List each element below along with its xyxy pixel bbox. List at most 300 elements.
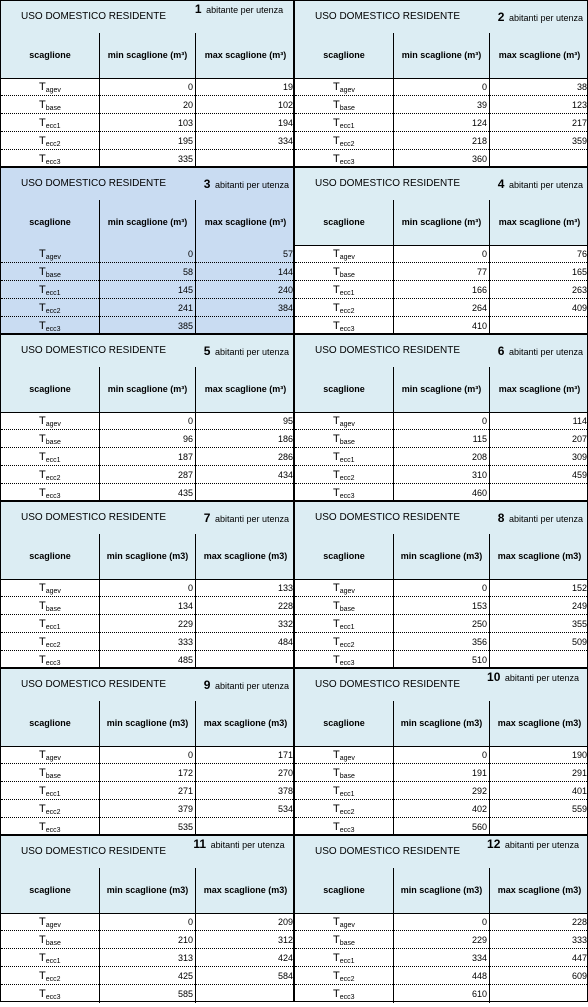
tier-letter: T — [39, 970, 46, 982]
table-row — [295, 299, 587, 317]
tier-subscript: agev — [45, 87, 61, 94]
tier-subscript: base — [45, 606, 61, 613]
table-row — [1, 245, 293, 263]
tier-subscript: ecc1 — [339, 123, 355, 130]
tier-subscript: base — [339, 940, 355, 947]
table-row — [1, 597, 293, 615]
occupants-suffix: abitanti per utenza — [508, 514, 583, 524]
tier-letter: T — [39, 952, 46, 964]
tier-letter: T — [39, 469, 46, 481]
occupants-count: 10 — [487, 670, 501, 684]
occupants-count: 1 — [194, 2, 202, 16]
max-value — [490, 818, 588, 836]
tier-letter: T — [333, 117, 340, 129]
header-scaglione: scaglione — [295, 367, 394, 412]
table-pair — [0, 334, 588, 501]
table-body — [295, 412, 587, 500]
table-body — [295, 746, 587, 834]
tier-subscript: ecc3 — [339, 493, 355, 500]
tier-letter: T — [333, 934, 340, 946]
max-value: 559 — [571, 804, 587, 814]
tier-subscript: ecc1 — [339, 958, 355, 965]
tier-label — [295, 114, 394, 132]
table-row — [295, 949, 587, 967]
tier-label — [295, 317, 394, 335]
tier-label — [295, 412, 394, 430]
occupants-suffix: abitanti per utenza — [214, 681, 289, 691]
table-row — [1, 114, 293, 132]
tier-label — [295, 281, 394, 299]
table-row — [295, 484, 587, 502]
table-row — [295, 448, 587, 466]
table-row — [1, 633, 293, 651]
table-title: USO DOMESTICO RESIDENTE — [315, 178, 461, 189]
min-value: 96 — [100, 430, 196, 448]
min-value: 20 — [100, 96, 196, 114]
occupants-count: 2 — [497, 10, 505, 24]
min-value: 250 — [394, 615, 490, 633]
table-row — [295, 782, 587, 800]
table-title: USO DOMESTICO RESIDENTE — [21, 846, 167, 857]
table-pair — [0, 835, 588, 1002]
tier-subscript: ecc1 — [339, 624, 355, 631]
table-title-row — [1, 669, 293, 702]
tier-letter: T — [333, 916, 340, 928]
max-value: 286 — [277, 452, 293, 462]
tariff-table-t11 — [0, 835, 294, 1002]
min-value: 402 — [394, 800, 490, 818]
tier-letter: T — [39, 153, 46, 165]
tier-letter: T — [333, 302, 340, 314]
table-row — [1, 484, 293, 502]
tier-label — [295, 263, 394, 281]
table-title-row — [1, 836, 293, 869]
tier-letter: T — [39, 415, 46, 427]
table-title-row — [295, 335, 587, 368]
header-scaglione: scaglione — [1, 868, 100, 913]
tier-letter: T — [333, 767, 340, 779]
min-value: 379 — [100, 800, 196, 818]
tier-label — [295, 597, 394, 615]
tier-label — [1, 430, 100, 448]
header-max: max scaglione (m3) — [497, 718, 582, 728]
occupants-label — [483, 672, 583, 684]
table-body — [1, 78, 293, 166]
min-value: 448 — [394, 967, 490, 985]
max-value: 263 — [571, 285, 587, 295]
min-value: 485 — [100, 651, 196, 669]
tier-letter: T — [39, 99, 46, 111]
tier-label — [1, 651, 100, 669]
tier-label — [295, 746, 394, 764]
tier-subscript: base — [339, 439, 355, 446]
max-value — [490, 651, 588, 669]
occupants-count: 8 — [497, 511, 505, 525]
occupants-label — [483, 839, 583, 851]
table-row — [1, 96, 293, 114]
table-row — [295, 412, 587, 430]
table-title: USO DOMESTICO RESIDENTE — [315, 11, 461, 22]
table-row — [295, 114, 587, 132]
table-row — [1, 132, 293, 150]
tier-letter: T — [39, 654, 46, 666]
max-value: 133 — [277, 583, 293, 593]
max-value: 38 — [576, 82, 587, 92]
table-row — [295, 78, 587, 96]
max-value: 152 — [571, 583, 587, 593]
occupants-label — [498, 179, 583, 191]
min-value: 218 — [394, 132, 490, 150]
min-value: 195 — [100, 132, 196, 150]
table-row — [295, 430, 587, 448]
table-row — [1, 317, 293, 335]
occupants-count: 3 — [203, 177, 211, 191]
table-row — [295, 764, 587, 782]
tier-subscript: agev — [45, 588, 61, 595]
tier-letter: T — [39, 600, 46, 612]
tier-letter: T — [333, 99, 340, 111]
tier-label — [295, 579, 394, 597]
table-title-row — [295, 1, 587, 34]
occupants-count: 9 — [203, 678, 211, 692]
min-value: 333 — [100, 633, 196, 651]
table-row — [1, 800, 293, 818]
table-row — [1, 412, 293, 430]
tier-subscript: base — [339, 606, 355, 613]
header-max: max scaglione (m³) — [204, 217, 287, 227]
tier-letter: T — [333, 153, 340, 165]
tier-letter: T — [333, 487, 340, 499]
tier-label — [295, 132, 394, 150]
tier-subscript: base — [45, 773, 61, 780]
max-value: 401 — [571, 786, 587, 796]
header-scaglione: scaglione — [295, 200, 394, 245]
tier-letter: T — [39, 117, 46, 129]
table-row — [1, 78, 293, 96]
occupants-suffix: abitanti per utenza — [504, 840, 579, 850]
max-value: 332 — [277, 619, 293, 629]
table-title-row — [1, 1, 293, 34]
tier-letter: T — [39, 916, 46, 928]
max-value: 312 — [277, 935, 293, 945]
min-value: 0 — [394, 412, 490, 430]
table-row — [1, 651, 293, 669]
tier-label — [295, 150, 394, 168]
column-header-row — [295, 200, 587, 246]
min-value: 335 — [100, 150, 196, 168]
tier-label — [295, 800, 394, 818]
tier-label — [1, 949, 100, 967]
max-value: 378 — [277, 786, 293, 796]
tier-letter: T — [333, 618, 340, 630]
header-max: max scaglione (m3) — [203, 885, 288, 895]
tier-letter: T — [333, 582, 340, 594]
min-value: 0 — [100, 579, 196, 597]
tier-label — [1, 764, 100, 782]
header-min: min scaglione (m³) — [100, 33, 196, 78]
header-min: min scaglione (m3) — [100, 701, 196, 746]
tariff-table-t12 — [294, 835, 588, 1002]
tier-label — [295, 985, 394, 1003]
tier-subscript: ecc2 — [339, 308, 355, 315]
min-value: 271 — [100, 782, 196, 800]
tier-label — [1, 800, 100, 818]
max-value: 76 — [576, 249, 587, 259]
tier-letter: T — [39, 785, 46, 797]
occupants-suffix: abitanti per utenza — [214, 347, 289, 357]
column-header-row — [295, 33, 587, 79]
table-title: USO DOMESTICO RESIDENTE — [21, 512, 167, 523]
max-value: 186 — [277, 434, 293, 444]
min-value: 145 — [100, 281, 196, 299]
max-value: 228 — [571, 917, 587, 927]
tier-label — [1, 466, 100, 484]
header-max: max scaglione (m³) — [204, 384, 287, 394]
tier-letter: T — [39, 135, 46, 147]
min-value: 410 — [394, 317, 490, 335]
tier-letter: T — [39, 266, 46, 278]
max-value: 384 — [277, 303, 293, 313]
tier-label — [295, 245, 394, 263]
tier-letter: T — [333, 469, 340, 481]
table-row — [1, 931, 293, 949]
header-scaglione: scaglione — [1, 367, 100, 412]
tier-subscript: base — [339, 272, 355, 279]
table-row — [1, 579, 293, 597]
table-title: USO DOMESTICO RESIDENTE — [21, 11, 167, 22]
max-value: 228 — [277, 601, 293, 611]
header-scaglione: scaglione — [295, 33, 394, 78]
column-header-row — [1, 367, 293, 413]
tier-letter: T — [333, 248, 340, 260]
tier-subscript: agev — [339, 755, 355, 762]
tier-label — [295, 96, 394, 114]
tier-label — [295, 782, 394, 800]
tariff-table-t10 — [294, 668, 588, 835]
tier-letter: T — [333, 952, 340, 964]
header-scaglione: scaglione — [1, 534, 100, 579]
tier-letter: T — [333, 81, 340, 93]
tier-letter: T — [39, 803, 46, 815]
tier-subscript: ecc2 — [45, 976, 61, 983]
table-row — [295, 281, 587, 299]
tier-letter: T — [39, 487, 46, 499]
header-max: max scaglione (m3) — [497, 885, 582, 895]
tier-letter: T — [333, 600, 340, 612]
table-pair — [0, 0, 588, 167]
occupants-label — [189, 4, 289, 16]
header-min: min scaglione (m³) — [100, 200, 196, 245]
table-row — [1, 746, 293, 764]
tier-label — [295, 967, 394, 985]
max-value: 484 — [277, 637, 293, 647]
min-value: 0 — [394, 746, 490, 764]
table-title: USO DOMESTICO RESIDENTE — [21, 345, 167, 356]
min-value: 0 — [100, 412, 196, 430]
tier-label — [1, 132, 100, 150]
tier-subscript: base — [45, 272, 61, 279]
tier-letter: T — [39, 284, 46, 296]
min-value: 124 — [394, 114, 490, 132]
tier-subscript: ecc1 — [45, 457, 61, 464]
min-value: 77 — [394, 263, 490, 281]
min-value: 166 — [394, 281, 490, 299]
min-value: 287 — [100, 466, 196, 484]
tier-label — [1, 985, 100, 1003]
tier-letter: T — [39, 767, 46, 779]
table-title: USO DOMESTICO RESIDENTE — [21, 679, 167, 690]
tier-subscript: ecc1 — [45, 290, 61, 297]
header-min: min scaglione (m³) — [394, 33, 490, 78]
max-value: 359 — [571, 136, 587, 146]
column-header-row — [295, 534, 587, 580]
min-value: 460 — [394, 484, 490, 502]
occupants-suffix: abitanti per utenza — [214, 514, 289, 524]
max-value — [490, 150, 588, 168]
tier-label — [1, 114, 100, 132]
tier-subscript: ecc1 — [339, 791, 355, 798]
tier-label — [1, 931, 100, 949]
occupants-suffix: abitanti per utenza — [508, 180, 583, 190]
max-value: 144 — [277, 267, 293, 277]
table-title: USO DOMESTICO RESIDENTE — [21, 178, 167, 189]
max-value: 209 — [277, 917, 293, 927]
table-body — [1, 579, 293, 667]
tier-subscript: ecc3 — [45, 994, 61, 1001]
tier-label — [1, 317, 100, 335]
table-row — [295, 633, 587, 651]
max-value: 355 — [571, 619, 587, 629]
max-value — [196, 651, 295, 669]
column-header-row — [1, 534, 293, 580]
tier-label — [1, 150, 100, 168]
max-value — [196, 985, 295, 1003]
table-row — [1, 985, 293, 1003]
max-value: 249 — [571, 601, 587, 611]
tier-letter: T — [333, 821, 340, 833]
table-row — [295, 317, 587, 335]
max-value: 190 — [571, 750, 587, 760]
tariff-table-t4 — [294, 167, 588, 334]
max-value: 409 — [571, 303, 587, 313]
tier-subscript: base — [45, 940, 61, 947]
tariff-table-t6 — [294, 334, 588, 501]
max-value: 424 — [277, 953, 293, 963]
tier-subscript: ecc2 — [339, 642, 355, 649]
tier-label — [295, 931, 394, 949]
min-value: 115 — [394, 430, 490, 448]
tariff-table-t2 — [294, 0, 588, 167]
max-value: 217 — [571, 118, 587, 128]
table-title-row — [1, 502, 293, 535]
tier-label — [1, 412, 100, 430]
min-value: 310 — [394, 466, 490, 484]
tariff-table-t1 — [0, 0, 294, 167]
occupants-suffix: abitanti per utenza — [508, 347, 583, 357]
min-value: 0 — [394, 78, 490, 96]
tier-letter: T — [333, 451, 340, 463]
table-row — [295, 597, 587, 615]
occupants-suffix: abitanti per utenza — [214, 180, 289, 190]
table-title-row — [1, 168, 293, 201]
table-title: USO DOMESTICO RESIDENTE — [315, 846, 461, 857]
tier-letter: T — [39, 582, 46, 594]
min-value: 264 — [394, 299, 490, 317]
tier-letter: T — [39, 248, 46, 260]
tier-label — [295, 949, 394, 967]
header-max: max scaglione (m3) — [203, 551, 288, 561]
tier-label — [1, 299, 100, 317]
header-scaglione: scaglione — [1, 33, 100, 78]
tier-subscript: ecc1 — [339, 290, 355, 297]
tier-label — [295, 484, 394, 502]
max-value: 207 — [571, 434, 587, 444]
tier-label — [1, 448, 100, 466]
tier-subscript: agev — [45, 254, 61, 261]
tier-subscript: ecc3 — [339, 326, 355, 333]
table-row — [295, 967, 587, 985]
min-value: 510 — [394, 651, 490, 669]
tier-label — [295, 430, 394, 448]
table-row — [295, 800, 587, 818]
tier-label — [295, 764, 394, 782]
min-value: 610 — [394, 985, 490, 1003]
tier-subscript: ecc2 — [45, 308, 61, 315]
tier-subscript: ecc3 — [339, 660, 355, 667]
min-value: 585 — [100, 985, 196, 1003]
tier-label — [1, 746, 100, 764]
table-title-row — [295, 669, 587, 702]
occupants-suffix: abitanti per utenza — [504, 673, 579, 683]
tier-subscript: ecc2 — [339, 809, 355, 816]
table-body — [295, 913, 587, 1001]
tier-subscript: ecc2 — [339, 141, 355, 148]
max-value — [490, 985, 588, 1003]
occupants-count: 11 — [193, 837, 207, 851]
tier-letter: T — [333, 266, 340, 278]
table-row — [1, 818, 293, 836]
table-row — [1, 299, 293, 317]
min-value: 292 — [394, 782, 490, 800]
min-value: 134 — [100, 597, 196, 615]
occupants-label — [204, 179, 289, 191]
max-value: 171 — [277, 750, 293, 760]
column-header-row — [1, 200, 293, 246]
max-value: 447 — [571, 953, 587, 963]
min-value: 0 — [100, 78, 196, 96]
tier-subscript: ecc3 — [339, 159, 355, 166]
table-body — [295, 579, 587, 667]
tier-label — [1, 967, 100, 985]
tier-subscript: ecc2 — [339, 976, 355, 983]
tier-letter: T — [39, 934, 46, 946]
tier-label — [1, 78, 100, 96]
tier-letter: T — [39, 320, 46, 332]
tier-subscript: ecc1 — [45, 624, 61, 631]
max-value: 270 — [277, 768, 293, 778]
table-pair — [0, 668, 588, 835]
table-title-row — [295, 502, 587, 535]
tier-letter: T — [39, 302, 46, 314]
header-scaglione: scaglione — [1, 701, 100, 746]
table-title: USO DOMESTICO RESIDENTE — [315, 512, 461, 523]
table-row — [295, 746, 587, 764]
table-row — [1, 448, 293, 466]
tier-subscript: ecc2 — [45, 642, 61, 649]
tier-subscript: base — [339, 105, 355, 112]
min-value: 187 — [100, 448, 196, 466]
max-value: 123 — [571, 100, 587, 110]
